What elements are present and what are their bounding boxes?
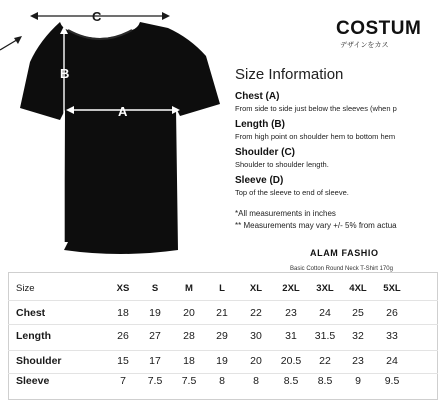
size-header-cell: M <box>185 283 193 294</box>
table-cell: 33 <box>386 330 398 342</box>
label-c: C <box>92 9 102 24</box>
size-header-cell: 5XL <box>383 283 401 294</box>
table-cell: 7.5 <box>147 375 163 387</box>
shoulder-arrow-head-left <box>30 12 38 20</box>
table-cell: 17 <box>149 355 161 367</box>
table-row-sleeve <box>8 370 438 392</box>
size-table-header-row <box>8 278 438 300</box>
table-cell: 8 <box>253 375 259 387</box>
measurement-note-variance: ** Measurements may vary +/- 5% from actua <box>235 221 397 230</box>
table-cell: 22 <box>250 307 262 319</box>
measurement-note-inches: *All measurements in inches <box>235 209 336 218</box>
table-cell: 26 <box>386 307 398 319</box>
table-row-length <box>8 325 438 347</box>
sleeve-arrow-head <box>14 36 22 44</box>
table-cell: 30 <box>250 330 262 342</box>
sleeve-heading: Sleeve (D) <box>235 175 284 186</box>
size-header-cell: XS <box>116 283 130 294</box>
table-cell: 24 <box>386 355 398 367</box>
row-label: Shoulder <box>16 355 62 367</box>
table-cell: 31.5 <box>314 330 336 342</box>
table-cell: 19 <box>216 355 228 367</box>
table-cell: 21 <box>216 307 228 319</box>
tshirt-diagram <box>0 0 232 262</box>
brand-logo-subtitle: デザインをカス <box>340 42 389 49</box>
brand-name: ALAM FASHIO <box>310 248 379 258</box>
table-cell: 31 <box>285 330 297 342</box>
table-cell: 15 <box>117 355 129 367</box>
table-cell: 8.5 <box>317 375 333 387</box>
size-info-title: Size Information <box>235 66 344 83</box>
table-cell: 9 <box>355 375 361 387</box>
table-cell: 18 <box>117 307 129 319</box>
table-cell: 7.5 <box>181 375 197 387</box>
length-heading: Length (B) <box>235 119 285 130</box>
brand-logo: COSTUM <box>336 18 422 39</box>
size-header-cell: 2XL <box>282 283 300 294</box>
table-cell: 8.5 <box>283 375 299 387</box>
chest-heading: Chest (A) <box>235 91 280 102</box>
label-b: B <box>60 66 70 81</box>
row-label: Length <box>16 330 51 342</box>
size-table <box>8 272 438 400</box>
table-cell: 32 <box>352 330 364 342</box>
shoulder-arrow-head-right <box>162 12 170 20</box>
table-cell: 18 <box>183 355 195 367</box>
table-row-shoulder <box>8 350 438 372</box>
size-header-cell: 4XL <box>349 283 367 294</box>
row-divider <box>8 300 438 301</box>
size-header-cell: L <box>219 283 225 294</box>
table-cell: 26 <box>117 330 129 342</box>
label-a: A <box>118 104 128 119</box>
size-header-label: Size <box>16 283 35 294</box>
table-cell: 9.5 <box>384 375 400 387</box>
table-cell: 20 <box>250 355 262 367</box>
size-header-cell: S <box>151 283 159 294</box>
product-description: Basic Cotton Round Neck T-Shirt 170g <box>290 266 393 272</box>
size-header-cell: XL <box>249 283 263 294</box>
table-cell: 27 <box>149 330 161 342</box>
table-cell: 8 <box>219 375 225 387</box>
table-cell: 24 <box>319 307 331 319</box>
table-cell: 28 <box>183 330 195 342</box>
table-cell: 23 <box>352 355 364 367</box>
table-cell: 23 <box>285 307 297 319</box>
row-label: Sleeve <box>16 375 50 387</box>
table-cell: 20 <box>183 307 195 319</box>
length-description: From high point on shoulder hem to bottom hem <box>235 132 396 141</box>
shoulder-description: Shoulder to shoulder length. <box>235 160 329 169</box>
row-label: Chest <box>16 307 46 319</box>
chest-description: From side to side just below the sleeves (when p <box>235 104 397 113</box>
table-row-chest <box>8 302 438 324</box>
table-cell: 22 <box>319 355 331 367</box>
table-cell: 25 <box>352 307 364 319</box>
table-cell: 19 <box>149 307 161 319</box>
size-header-cell: 3XL <box>316 283 334 294</box>
tshirt-body <box>20 22 220 254</box>
table-cell: 7 <box>120 375 126 387</box>
table-cell: 20.5 <box>280 355 302 367</box>
shoulder-heading: Shoulder (C) <box>235 147 295 158</box>
table-cell: 29 <box>216 330 228 342</box>
sleeve-description: Top of the sleeve to end of sleeve. <box>235 188 349 197</box>
